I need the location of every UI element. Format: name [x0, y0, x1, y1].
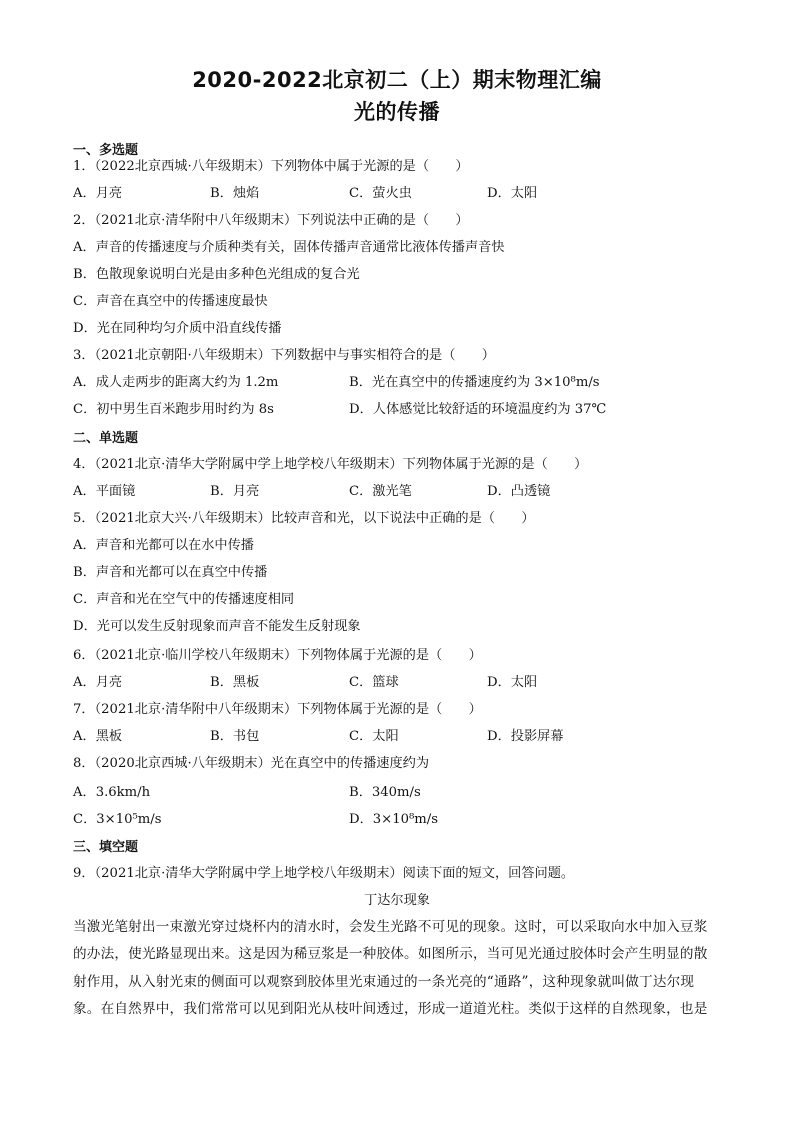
article-line: 当激光笔射出一束激光穿过烧杯内的清水时，会发生光路不可见的现象。这时，可以采取向水中加入豆浆 [73, 919, 708, 935]
question-2-option-c: C．声音在真空中的传播速度最快 [73, 294, 268, 309]
question-8-stem: 8．（2020北京西城·八年级期末）光在真空中的传播速度约为 [73, 756, 430, 771]
question-2-stem: 2．（2021北京·清华附中八年级期末）下列说法中正确的是（ ） [73, 213, 469, 228]
question-2-option-a: A．声音的传播速度与介质种类有关，固体传播声音通常比液体传播声音快 [73, 240, 505, 255]
question-1-stem: 1．（2022北京西城·八年级期末）下列物体中属于光源的是（ ） [73, 159, 469, 174]
question-5-stem: 5．（2021北京大兴·八年级期末）比较声音和光，以下说法中正确的是（ ） [73, 511, 535, 526]
article-line: 象。在自然界中，我们常常可以见到阳光从枝叶间透过，形成一道道光柱。类似于这样的自然现象，也是 [73, 1000, 708, 1017]
question-3-option-c: C．初中男生百米跑步用时约为 8s [73, 402, 274, 417]
question-7-option-b: B．书包 [210, 729, 260, 744]
question-5-option-a: A．声音和光都可以在水中传播 [73, 538, 254, 553]
question-5-option-c: C．声音和光在空气中的传播速度相同 [73, 592, 295, 607]
question-4-option-c: C．激光笔 [349, 484, 412, 499]
question-2-option-b: B．色散现象说明白光是由多种色光组成的复合光 [73, 267, 360, 282]
section-heading-single-choice: 二、单选题 [73, 431, 139, 446]
question-3-option-b: B．光在真空中的传播速度约为 3×10⁸m/s [349, 375, 600, 390]
question-1-option-b: B．烛焰 [210, 186, 260, 201]
question-4-option-a: A．平面镜 [73, 484, 136, 499]
article-line: 射作用，从入射光束的侧面可以观察到胶体里光束通过的一条光亮的“通路”，这种现象就叫做丁达尔现 [73, 973, 695, 990]
question-1-option-c: C．萤火虫 [349, 186, 412, 201]
question-2-option-d: D．光在同种均匀介质中沿直线传播 [73, 321, 282, 336]
question-3-option-d: D．人体感觉比较舒适的环境温度约为 37℃ [349, 402, 607, 417]
question-3-option-a: A．成人走两步的距离大约为 1.2m [73, 375, 279, 390]
question-8-option-b: B．340m/s [349, 785, 421, 800]
question-6-stem: 6．（2021北京·临川学校八年级期末）下列物体属于光源的是（ ） [73, 648, 482, 663]
question-6-option-c: C．篮球 [349, 675, 399, 690]
article-line: 的办法，使光路显现出来。这是因为稀豆浆是一种胶体。如图所示，当可见光通过胶体时会产生明显的散 [73, 946, 708, 963]
article-title: 丁达尔现象 [364, 893, 430, 908]
question-7-stem: 7．（2021北京·清华附中八年级期末）下列物体属于光源的是（ ） [73, 702, 482, 717]
section-heading-multiple-choice: 一、多选题 [73, 143, 139, 158]
question-7-option-c: C．太阳 [349, 729, 399, 744]
question-4-option-d: D．凸透镜 [487, 484, 551, 499]
question-4-option-b: B．月亮 [210, 484, 260, 499]
document-subtitle: 光的传播 [354, 100, 440, 124]
question-7-option-a: A．黑板 [73, 729, 123, 744]
question-7-option-d: D．投影屏幕 [487, 729, 564, 744]
question-6-option-b: B．黑板 [210, 675, 260, 690]
question-9-stem: 9．（2021北京·清华大学附属中学上地学校八年级期末）阅读下面的短文，回答问题。 [73, 866, 575, 881]
question-1-option-a: A．月亮 [73, 186, 123, 201]
document-title: 2020-2022北京初二（上）期末物理汇编 [192, 68, 602, 92]
question-6-option-a: A．月亮 [73, 675, 123, 690]
question-1-option-d: D．太阳 [487, 186, 538, 201]
question-5-option-b: B．声音和光都可以在真空中传播 [73, 565, 268, 580]
section-heading-fill-in: 三、填空题 [73, 840, 139, 855]
question-8-option-a: A．3.6km/h [73, 785, 151, 800]
question-8-option-d: D．3×10⁸m/s [349, 812, 438, 827]
article-body [73, 914, 721, 1023]
question-4-stem: 4．（2021北京·清华大学附属中学上地学校八年级期末）下列物体属于光源的是（ ） [73, 457, 588, 472]
question-3-stem: 3．（2021北京朝阳·八年级期末）下列数据中与事实相符合的是（ ） [73, 348, 495, 363]
question-5-option-d: D．光可以发生反射现象而声音不能发生反射现象 [73, 619, 361, 634]
question-6-option-d: D．太阳 [487, 675, 538, 690]
question-8-option-c: C．3×10⁵m/s [73, 812, 162, 827]
